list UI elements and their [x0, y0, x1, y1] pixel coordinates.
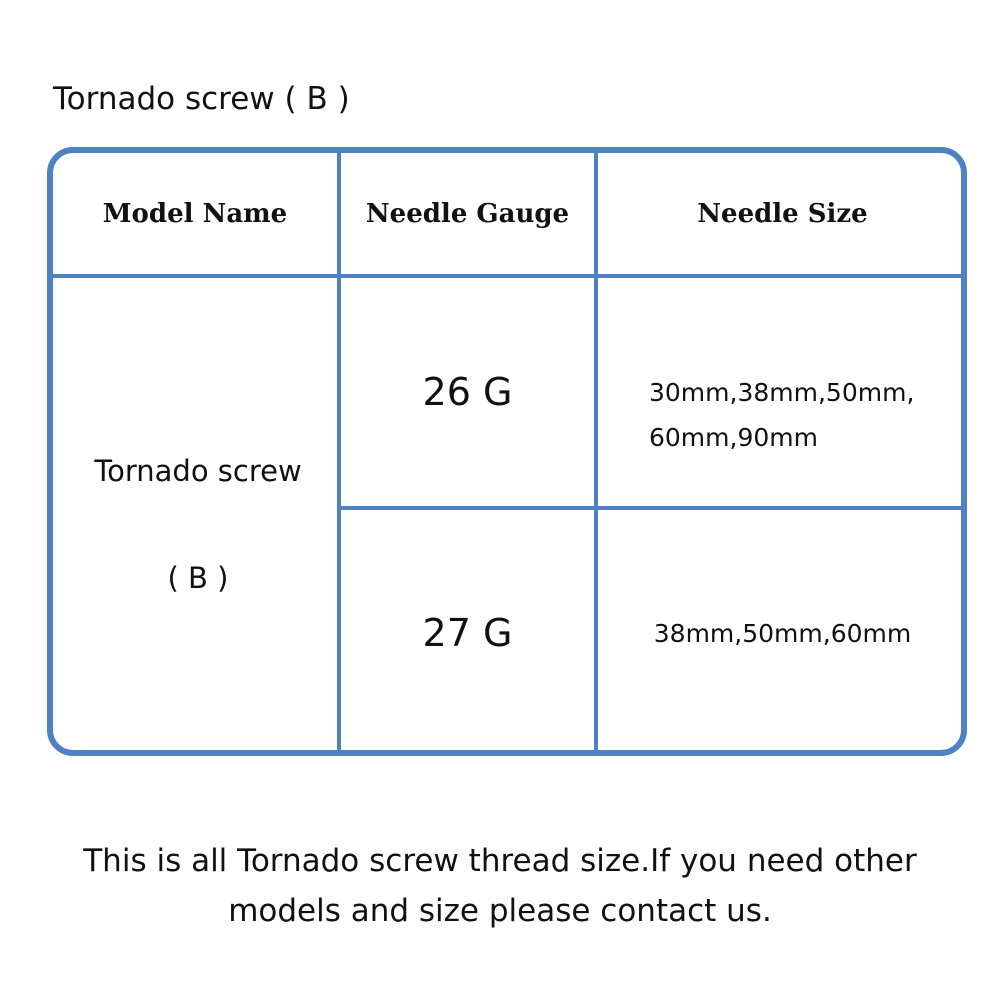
gauge-cell-row-1	[341, 278, 594, 506]
footer-note-line2: models and size please contact us.	[228, 893, 772, 929]
header-model-name: Model Name	[102, 198, 288, 229]
gauge-value-row-2: 27 G	[422, 611, 513, 655]
model-name-line2: ( B )	[167, 561, 229, 595]
size-cell-row-1	[598, 278, 967, 506]
gauge-value-row-1: 26 G	[422, 370, 513, 414]
header-needle-gauge: Needle Gauge	[365, 198, 570, 229]
page-title: Tornado screw ( B )	[53, 81, 350, 117]
header-cell-needle-size	[598, 153, 967, 274]
spec-table	[47, 147, 967, 756]
model-name-cell	[53, 278, 337, 756]
header-cell-needle-gauge	[341, 153, 594, 274]
header-cell-model-name	[53, 153, 337, 274]
size-value-row-2: 38mm,50mm,60mm	[653, 618, 912, 648]
size-value-row-1-line2: 60mm,90mm	[649, 423, 818, 452]
size-cell-row-2	[598, 510, 967, 756]
size-value-row-1-line1: 30mm,38mm,50mm,	[649, 378, 915, 407]
model-name-line1: Tornado screw	[94, 454, 302, 488]
footer-note	[0, 836, 1000, 936]
gauge-cell-row-2	[341, 510, 594, 756]
header-needle-size: Needle Size	[697, 198, 868, 229]
footer-note-line1: This is all Tornado screw thread size.If you need other	[83, 843, 917, 879]
